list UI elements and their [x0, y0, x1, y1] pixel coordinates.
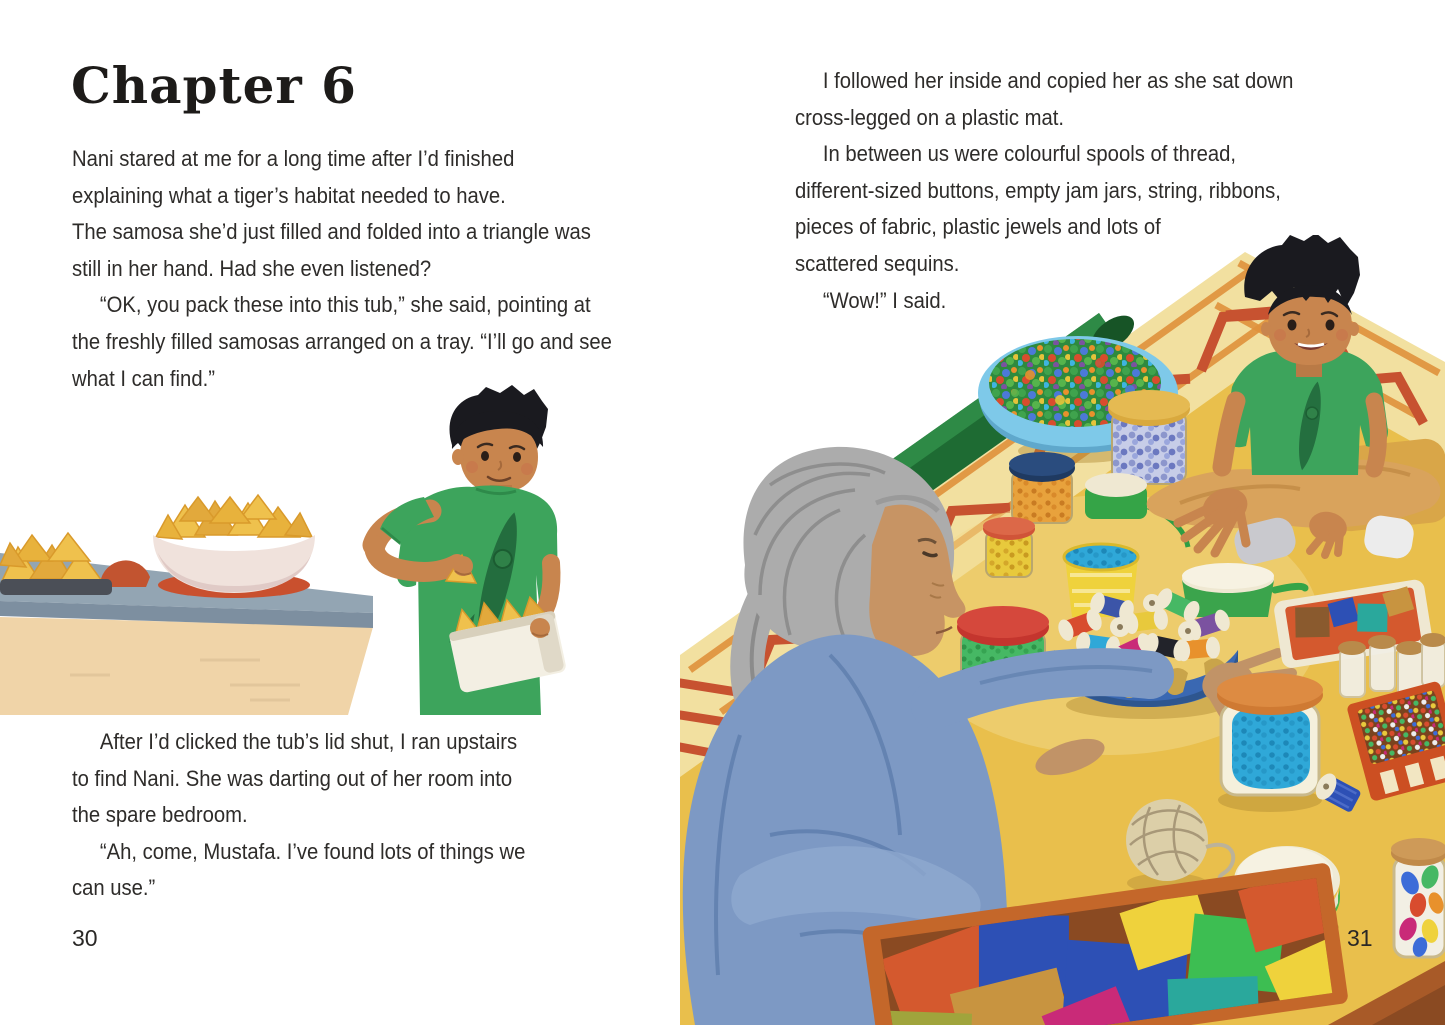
- left-paragraph-block-2: [72, 724, 576, 907]
- text-line: In between us were colourful spools of thread,: [822, 141, 1237, 167]
- text-line: to find Nani. She was darting out of her room into: [72, 765, 513, 791]
- text-line: still in her hand. Had she even listened?: [72, 255, 432, 281]
- illustration-craft-mat-scene: [680, 235, 1445, 1025]
- text-line: I followed her inside and copied her as she sat down: [822, 68, 1294, 93]
- jar-orange-beads-navy-lid: [1009, 452, 1075, 523]
- jewel-jar: [1391, 838, 1445, 958]
- jar-yellow-beads-red-lid: [983, 517, 1035, 577]
- jar-bright-blue-beads: [1217, 673, 1323, 812]
- text-line: scattered sequins.: [795, 250, 960, 276]
- text-line: what I can find.”: [72, 365, 215, 391]
- boy-packing-illustration: [374, 385, 567, 715]
- text-line: “Ah, come, Mustafa. I’ve found lots of things we: [99, 838, 526, 864]
- page-number-right: 31: [1347, 925, 1373, 951]
- page-number-left: 30: [72, 925, 98, 951]
- jar-blue-beads-gold-lid: [1108, 390, 1190, 484]
- chapter-heading: Chapter 6: [71, 56, 357, 115]
- text-line: different-sized buttons, empty jam jars, string, ribbons,: [795, 177, 1281, 203]
- text-line: the freshly filled samosas arranged on a tray. “I’ll go and see: [72, 328, 612, 354]
- text-line: “OK, you pack these into this tub,” she said, pointing at: [99, 292, 591, 318]
- text-line: pieces of fabric, plastic jewels and lots of: [795, 214, 1161, 240]
- illustration-boy-packing-samosas: [0, 385, 575, 715]
- text-line: the spare bedroom.: [72, 802, 248, 828]
- text-line: cross-legged on a plastic mat.: [795, 104, 1065, 130]
- text-line: explaining what a tiger’s habitat needed to have.: [72, 182, 506, 208]
- samosa-bowl: [153, 495, 315, 598]
- text-line: The samosa she’d just filled and folded into a triangle was: [72, 219, 591, 245]
- text-line: “Wow!” I said.: [822, 287, 947, 313]
- text-line: Nani stared at me for a long time after I’d finished: [72, 146, 515, 171]
- text-line: After I’d clicked the tub’s lid shut, I ran upstairs: [99, 729, 518, 754]
- left-paragraph-block-1: [72, 141, 672, 397]
- text-line: can use.”: [72, 875, 156, 901]
